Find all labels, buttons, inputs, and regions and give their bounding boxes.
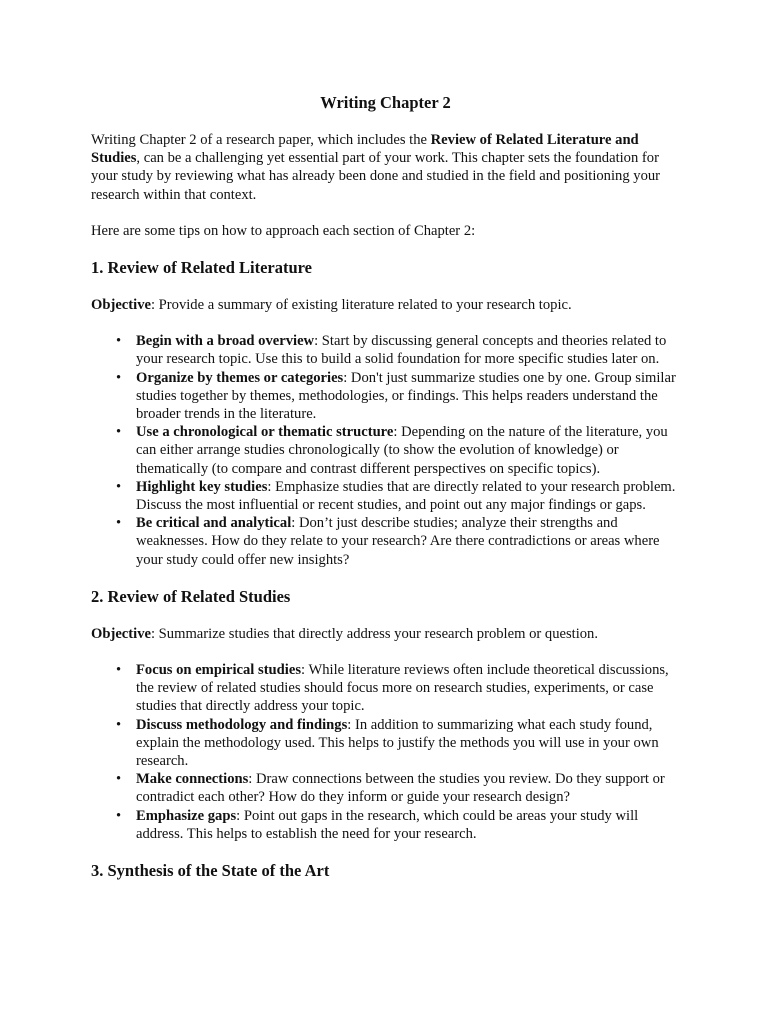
bullet-icon: • (116, 807, 122, 824)
list-item (116, 332, 680, 368)
tips-intro-paragraph: Here are some tips on how to approach each section of Chapter 2: (91, 222, 476, 239)
list-item-bold: Focus on empirical studies (136, 662, 301, 679)
bullet-icon: • (116, 771, 122, 788)
bullet-icon: • (116, 369, 122, 386)
objective-text: : Summarize studies that directly address your research problem or question. (150, 625, 598, 642)
list-item-bold: Be critical and analytical (136, 515, 292, 532)
list-item-bold: Organize by themes or categories (136, 369, 344, 386)
document-title: Writing Chapter 2 (320, 93, 451, 112)
list-item-bold: Use a chronological or thematic structure (136, 424, 394, 441)
list-item (116, 661, 680, 716)
list-item-text: : Draw connections between the studies you review. Do they support or contradict each other? How do they inform or guide your research design? (136, 771, 665, 806)
list-item-bold: Make connections (136, 771, 249, 788)
list-item-text: : Depending on the nature of the literature, you can either arrange studies chronologically (to show the evolution of knowledge) or thematically (to compare and contrast different perspectives on specific topics). (136, 424, 668, 477)
list-item (116, 514, 680, 569)
intro-paragraph (91, 131, 680, 204)
bullet-icon: • (116, 515, 122, 532)
list-item-text: : Don't just summarize studies one by one. Group similar studies together by themes, methodologies, or findings. This helps readers understand the broader trends in the literature. (136, 369, 676, 423)
list-item-text: : Point out gaps in the research, which could be areas your study will address. This helps to establish the need for your research. (136, 807, 639, 842)
intro-text-post: , can be a challenging yet essential part of your work. This chapter sets the foundation for your study by reviewing what has already been done and studied in the field and positioning your research within that context. (91, 150, 661, 203)
tips-list (91, 661, 680, 843)
list-item (116, 478, 680, 514)
list-item (116, 770, 680, 806)
intro-text-pre: Writing Chapter 2 of a research paper, which includes the (91, 132, 431, 148)
list-item (116, 423, 680, 478)
list-item (116, 716, 680, 771)
list-item-text: : Don’t just describe studies; analyze their strengths and weaknesses. How do they relate to your research? Are there contradictions or areas where your study could offer new insights? (136, 515, 660, 568)
bullet-icon: • (116, 424, 122, 441)
list-item (116, 807, 680, 843)
objective-text: : Provide a summary of existing literature related to your research topic. (150, 297, 572, 314)
section-heading: 2. Review of Related Studies (91, 586, 291, 606)
tips-list (91, 332, 680, 569)
list-item-text: : In addition to summarizing what each study found, explain the methodology used. This helps to justify the methods you will use in your own research. (136, 716, 659, 770)
intro-text-bold: Review of Related Literature and Studies (91, 132, 639, 167)
objective-paragraph (91, 296, 680, 314)
list-item-bold: Emphasize gaps (136, 807, 237, 824)
bullet-icon: • (116, 333, 122, 350)
list-item-text: : Emphasize studies that are directly related to your research problem. Discuss the most influential or recent studies, and point out any major findings or gaps. (136, 478, 676, 514)
list-item-text: : While literature reviews often include theoretical discussions, the review of related studies should focus more on research studies, experiments, or case studies that directly address your topic. (136, 662, 669, 715)
objective-paragraph (91, 625, 680, 643)
section-heading: 3. Synthesis of the State of the Art (91, 861, 330, 881)
section-heading: 1. Review of Related Literature (91, 258, 313, 278)
bullet-icon: • (116, 478, 122, 495)
objective-label: Objective (91, 625, 151, 642)
bullet-icon: • (116, 716, 122, 733)
bullet-icon: • (116, 662, 122, 679)
objective-label: Objective (91, 297, 151, 314)
list-item-bold: Discuss methodology and findings (136, 716, 348, 733)
list-item (116, 369, 680, 424)
list-item-bold: Highlight key studies (136, 478, 268, 495)
list-item-text: : Start by discussing general concepts and theories related to your research topic. Use this to build a solid foundation for more specific studies later on. (136, 333, 667, 368)
list-item-bold: Begin with a broad overview (136, 333, 315, 350)
